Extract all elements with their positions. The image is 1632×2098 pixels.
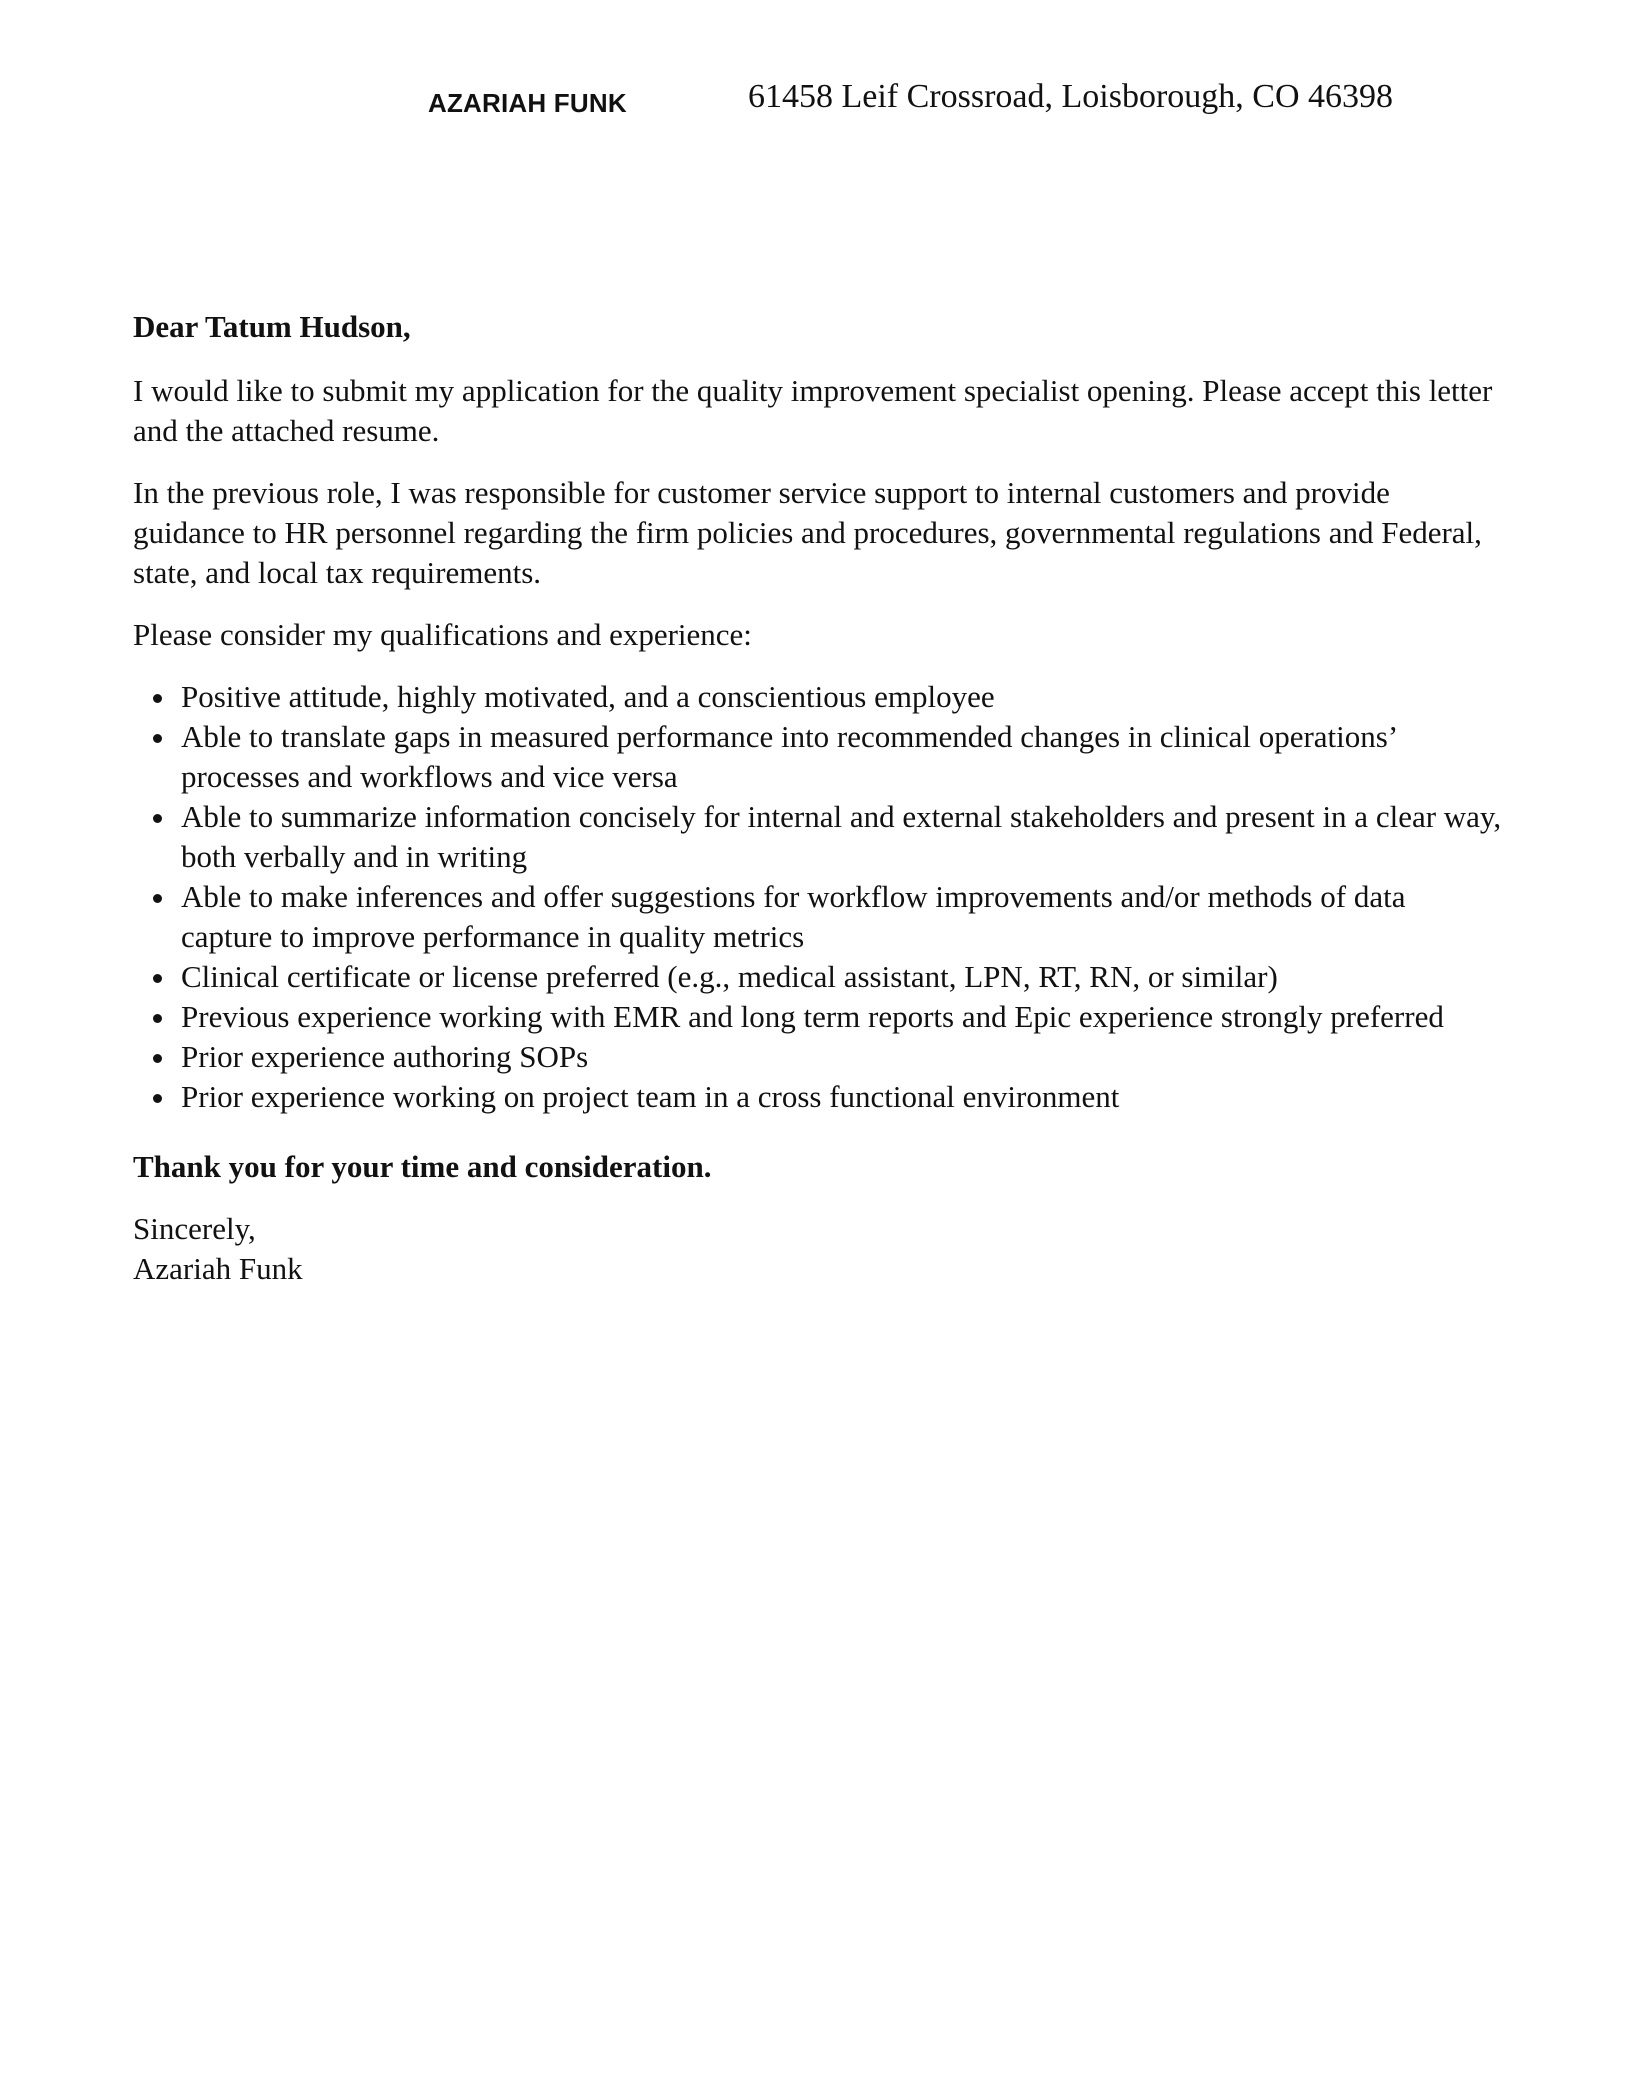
list-item-text: Able to summarize information concisely for internal and external stakeholders and present in a clear way, both verbally and in writing	[181, 799, 1502, 874]
signature-name: Azariah Funk	[133, 1251, 303, 1286]
intro-paragraph: I would like to submit my application for the quality improvement specialist opening. Please accept this letter and the attached resume.	[133, 373, 1493, 448]
bullet-icon	[153, 694, 162, 703]
bullet-icon	[153, 1014, 162, 1023]
bullet-icon	[153, 1054, 162, 1063]
list-item	[133, 1077, 1503, 1117]
list-item-text: Able to translate gaps in measured performance into recommended changes in clinical operations’ processes and workflows and vice versa	[181, 719, 1396, 794]
list-item-text: Positive attitude, highly motivated, and a conscientious employee	[181, 679, 995, 714]
experience-paragraph: In the previous role, I was responsible for customer service support to internal customers and provide guidance to HR personnel regarding the firm policies and procedures, governmental regulations and Federal, state, and local tax requirements.	[133, 475, 1482, 590]
salutation: Dear Tatum Hudson,	[133, 309, 411, 344]
sender-address: 61458 Leif Crossroad, Loisborough, CO 46398	[748, 78, 1394, 115]
list-item-text: Able to make inferences and offer suggestions for workflow improvements and/or methods of data capture to improve performance in quality metrics	[181, 879, 1406, 954]
list-item	[133, 877, 1503, 957]
list-item-text: Previous experience working with EMR and long term reports and Epic experience strongly preferred	[181, 999, 1444, 1034]
letter-body	[133, 307, 1503, 1289]
list-item-text: Prior experience authoring SOPs	[181, 1039, 589, 1074]
thanks-line: Thank you for your time and consideration.	[133, 1149, 712, 1184]
list-item	[133, 677, 1503, 717]
bullet-icon	[153, 894, 162, 903]
list-item-text: Clinical certificate or license preferred (e.g., medical assistant, LPN, RT, RN, or similar)	[181, 959, 1278, 994]
qualifications-list	[133, 677, 1503, 1117]
bullet-icon	[153, 734, 162, 743]
bullet-icon	[153, 814, 162, 823]
list-item	[133, 1037, 1503, 1077]
list-item-text: Prior experience working on project team in a cross functional environment	[181, 1079, 1120, 1114]
list-item	[133, 717, 1503, 797]
bullet-icon	[153, 1094, 162, 1103]
list-item	[133, 997, 1503, 1037]
letterhead	[0, 78, 1632, 124]
sender-name: AZARIAH FUNK	[428, 88, 627, 118]
list-item	[133, 797, 1503, 877]
bullet-icon	[153, 974, 162, 983]
list-item	[133, 957, 1503, 997]
closing: Sincerely,	[133, 1211, 256, 1246]
qualifications-intro: Please consider my qualifications and experience:	[133, 617, 752, 652]
